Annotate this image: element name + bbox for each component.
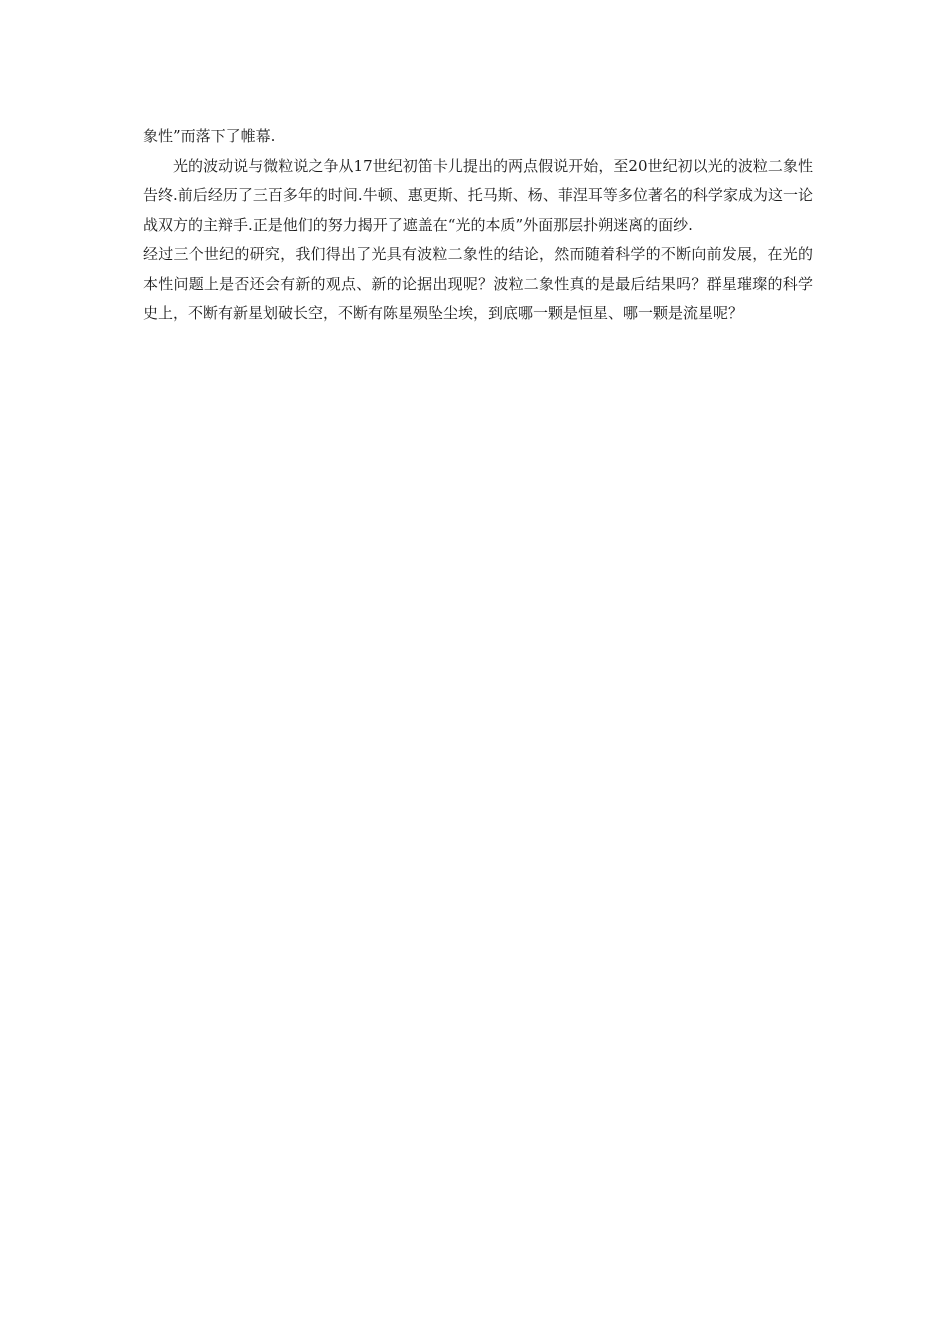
document-body	[143, 122, 813, 329]
paragraph-reflection: 经过三个世纪的研究，我们得出了光具有波粒二象性的结论，然而随着科学的不断向前发展，在光的本性问题上是否还会有新的观点、新的论据出现呢？波粒二象性真的是最后结果吗？群星璀璨的科学史上，不断有新星划破长空，不断有陈星殒坠尘埃，到底哪一颗是恒星、哪一颗是流星呢？	[143, 245, 813, 322]
paragraph-history: 光的波动说与微粒说之争从17世纪初笛卡儿提出的两点假说开始，至20世纪初以光的波粒二象性告终.前后经历了三百多年的时间.牛顿、惠更斯、托马斯、杨、菲涅耳等多位著名的科学家成为这一论战双方的主辩手.正是他们的努力揭开了遮盖在“光的本质”外面那层扑朔迷离的面纱.	[143, 156, 813, 234]
paragraph-continuation: 象性”而落下了帷幕.	[143, 127, 276, 145]
